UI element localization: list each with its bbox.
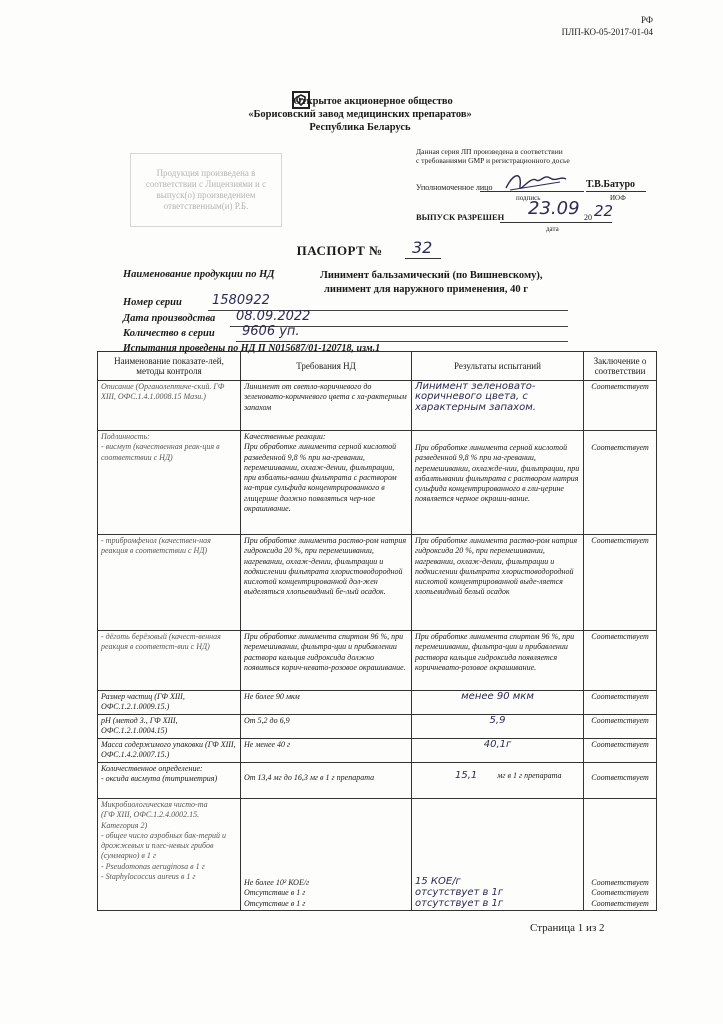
table-row-particle-size	[98, 691, 657, 715]
requirement-cell: Качественные реакции: При обработке линимента серной кислотой разведенной 9,8 % при на-гревании, перемешивании, охлаж-дении, фильтрации, при взбалты-вании фильтрата с раствором на-трия сульфида концентрированного в глицерине должно появляться чер-ное окрашивание.	[241, 431, 412, 535]
header-indicator: Наименование показате-лей, методы контроля	[98, 352, 241, 381]
authorized-person-name: Т.В.Батуро	[586, 179, 636, 190]
requirement-cell: Не более 10² КОЕ/г Отсутствие в 1 г Отсутствие в 1 г	[241, 799, 412, 911]
signature-line	[480, 191, 584, 192]
test-results-table	[97, 351, 657, 911]
production-date-value: 08.09.2022	[236, 309, 311, 324]
header-results: Результаты испытаний	[412, 352, 584, 381]
batch-value: 1580922	[212, 293, 270, 308]
conclusion-cell: Соответствует	[584, 431, 657, 535]
conclusion-cell: Соответствует	[584, 763, 657, 799]
requirement-cell: При обработке линимента раство-ром натрия гидроксида 20 %, при перемешивании, нагревании, охлаж-дении, фильтрации и подкислении фильтрата хлористоводородной кислотой концентрированной дол-жен выделяться хлопьевидный бе-лый осадок.	[241, 535, 412, 631]
table-row-microbiology	[98, 799, 657, 911]
authorized-person-label: Уполномоченное лицо	[416, 183, 493, 192]
passport-title-text: ПАСПОРТ №	[296, 243, 383, 258]
indicator-cell: pH (метод 3., ГФ XIII, ОФС.1.2.1.0004.15)	[98, 715, 241, 739]
product-name-line-2: линимент для наружного применения, 40 г	[324, 284, 528, 295]
header-conclusion: Заключение о соответствии	[584, 352, 657, 381]
tests-performed-text: Испытания проведены по НД П N015687/01-120718, изм.1	[123, 343, 381, 354]
result-cell: 15 КОЕ/г отсутствует в 1г отсутствует в 1г	[412, 799, 584, 911]
signature-caption: подпись	[516, 194, 541, 202]
indicator-text: Подлинность: - висмут (качественная реак-ция в соответствии с НД)	[101, 432, 220, 462]
name-caption: ИОФ	[610, 194, 626, 202]
passport-title	[0, 243, 723, 259]
date-caption: дата	[546, 225, 559, 233]
stamp-text: Продукция произведена в соответствии с Лицензиями и с выпуск(о) произведением ответственным(и) Р.Б.	[145, 168, 267, 211]
indicator-cell: Масса содержимого упаковки (ГФ XIII, ОФС.1.4.2.0007.15.)	[98, 739, 241, 763]
indicator-cell: Размер частиц (ГФ XIII, ОФС.1.2.1.0009.15.)	[98, 691, 241, 715]
product-name	[320, 269, 620, 297]
result-cell: менее 90 мкм	[412, 691, 584, 715]
signature	[500, 170, 570, 196]
conclusion-cell: Соответствует	[584, 535, 657, 631]
indicator-cell: Количественное определение: - оксида висмута (титриметрия)	[98, 763, 241, 799]
requirement-cell: От 5,2 до 6,9	[241, 715, 412, 739]
requirement-cell: Не менее 40 г	[241, 739, 412, 763]
conclusion-cell: Соответствует Соответствует Соответствует	[584, 799, 657, 911]
table-header-row	[98, 352, 657, 381]
result-cell	[412, 763, 584, 799]
table-row-tribromophenol	[98, 535, 657, 631]
company-line-3: Республика Беларусь	[309, 122, 411, 133]
page-number: Страница 1 из 2	[530, 922, 605, 934]
result-cell: Линимент зеленовато-коричневого цвета, с характерным запахом.	[412, 381, 584, 431]
release-year-prefix: 20	[584, 213, 592, 222]
quantity-value: 9606 уп.	[242, 324, 300, 339]
approval-note	[416, 147, 631, 165]
approval-note-line-2: с требованиями GMP и регистрационного досье	[416, 156, 570, 165]
passport-number: 32	[412, 238, 433, 257]
quantity-line	[236, 341, 568, 342]
indicator-text: Микробиологическая чисто-та (ГФ XIII, ОФС.1.2.4.0002.15. Категория 2) - общее число аэробных бак-терий и дрожжевых и плес-невых грибов (суммарно) в 1 г - Pseudomonas aeruginosa в 1 г - Staphylococcus aureus в 1 г	[101, 800, 227, 882]
indicator-cell	[98, 381, 241, 431]
company-line-1: Открытое акционерное общество	[293, 96, 453, 107]
name-line	[586, 191, 646, 192]
release-year: 22	[594, 202, 614, 220]
assay-unit: мг в 1 г препарата	[497, 771, 562, 780]
indicator-cell	[98, 631, 241, 691]
production-date-label: Дата производства	[123, 313, 216, 324]
indicator-text: - трибромфенол (качествен-ная реакция в соответствии с НД)	[101, 536, 211, 556]
quantity-label: Количество в серии	[123, 328, 215, 339]
indicator-cell	[98, 431, 241, 535]
requirement-cell: Не более 90 мкм	[241, 691, 412, 715]
result-cell: 40,1г	[412, 739, 584, 763]
result-cell: При обработке линимента серной кислотой разведенной 9,8 % при на-гревании, перемешивании, охлажде-нии, фильтрации, при взбалтывании фильтрата с раствором натрия сульфида концентрированного в гли-церине появляется черное окраши-вание.	[412, 431, 584, 535]
result-cell: 5,9	[412, 715, 584, 739]
table-row-birch-tar	[98, 631, 657, 691]
batch-label: Номер серии	[123, 297, 182, 308]
indicator-cell	[98, 799, 241, 911]
product-name-line-1: Линимент бальзамический (по Вишневскому),	[320, 270, 543, 281]
result-cell: При обработке линимента спиртом 96 %, при перемешивании, фильтра-ции и прибавлении раствора кальция гидроксида появляется коричневато-розовое окрашивание.	[412, 631, 584, 691]
indicator-cell	[98, 535, 241, 631]
company-line-2: «Борисовский завод медицинских препаратов»	[248, 109, 472, 120]
approval-note-line-1: Данная серия ЛП произведена в соответствии	[416, 147, 563, 156]
faded-stamp	[130, 153, 282, 227]
result-cell: При обработке линимента раство-ром натрия гидроксида 20 %, при перемешивании, нагревании, охлаж-дении, фильтрации и подкислении фильтрата хлористоводородной кислотой концентрированной выде-ляется хлопьевидный белый осадок	[412, 535, 584, 631]
table-row-assay	[98, 763, 657, 799]
table-row-description	[98, 381, 657, 431]
header-requirements: Требования НД	[241, 352, 412, 381]
passport-number-line	[405, 258, 441, 259]
release-date-line	[500, 222, 612, 223]
table-row-bismuth	[98, 431, 657, 535]
release-date: 23.09	[528, 198, 580, 219]
indicator-text: - дёготь берёзовый (качест-венная реакция в соответст-вии с НД)	[101, 632, 221, 652]
conclusion-cell: Соответствует	[584, 691, 657, 715]
indicator-text: Описание (Органолептиче-ский. ГФ XIII, ОФС.1.4.1.0008.15 Мази.)	[101, 382, 225, 402]
company-name	[200, 95, 520, 134]
requirement-cell: От 13,4 мг до 16,3 мг в 1 г препарата	[241, 763, 412, 799]
conclusion-cell: Соответствует	[584, 381, 657, 431]
document-code	[562, 14, 653, 38]
conclusion-cell: Соответствует	[584, 715, 657, 739]
conclusion-cell: Соответствует	[584, 631, 657, 691]
requirement-cell: Линимент от светло-коричневого до зеленовато-коричневого цвета с ха-рактерным запахом	[241, 381, 412, 431]
requirement-cell: При обработке линимента спиртом 96 %, при перемешивании, фильтра-ции и прибавлении раствора кальция гидроксида должно появиться корич-невато-розовое окрашивание.	[241, 631, 412, 691]
assay-value: 15,1	[455, 770, 478, 781]
table-row-ph	[98, 715, 657, 739]
country-code: РФ	[641, 15, 653, 25]
release-label: ВЫПУСК РАЗРЕШЕН	[416, 212, 505, 222]
form-code: ПЛП-КО-05-2017-01-04	[561, 27, 653, 37]
table-row-mass	[98, 739, 657, 763]
product-label: Наименование продукции по НД	[123, 269, 275, 280]
conclusion-cell: Соответствует	[584, 739, 657, 763]
